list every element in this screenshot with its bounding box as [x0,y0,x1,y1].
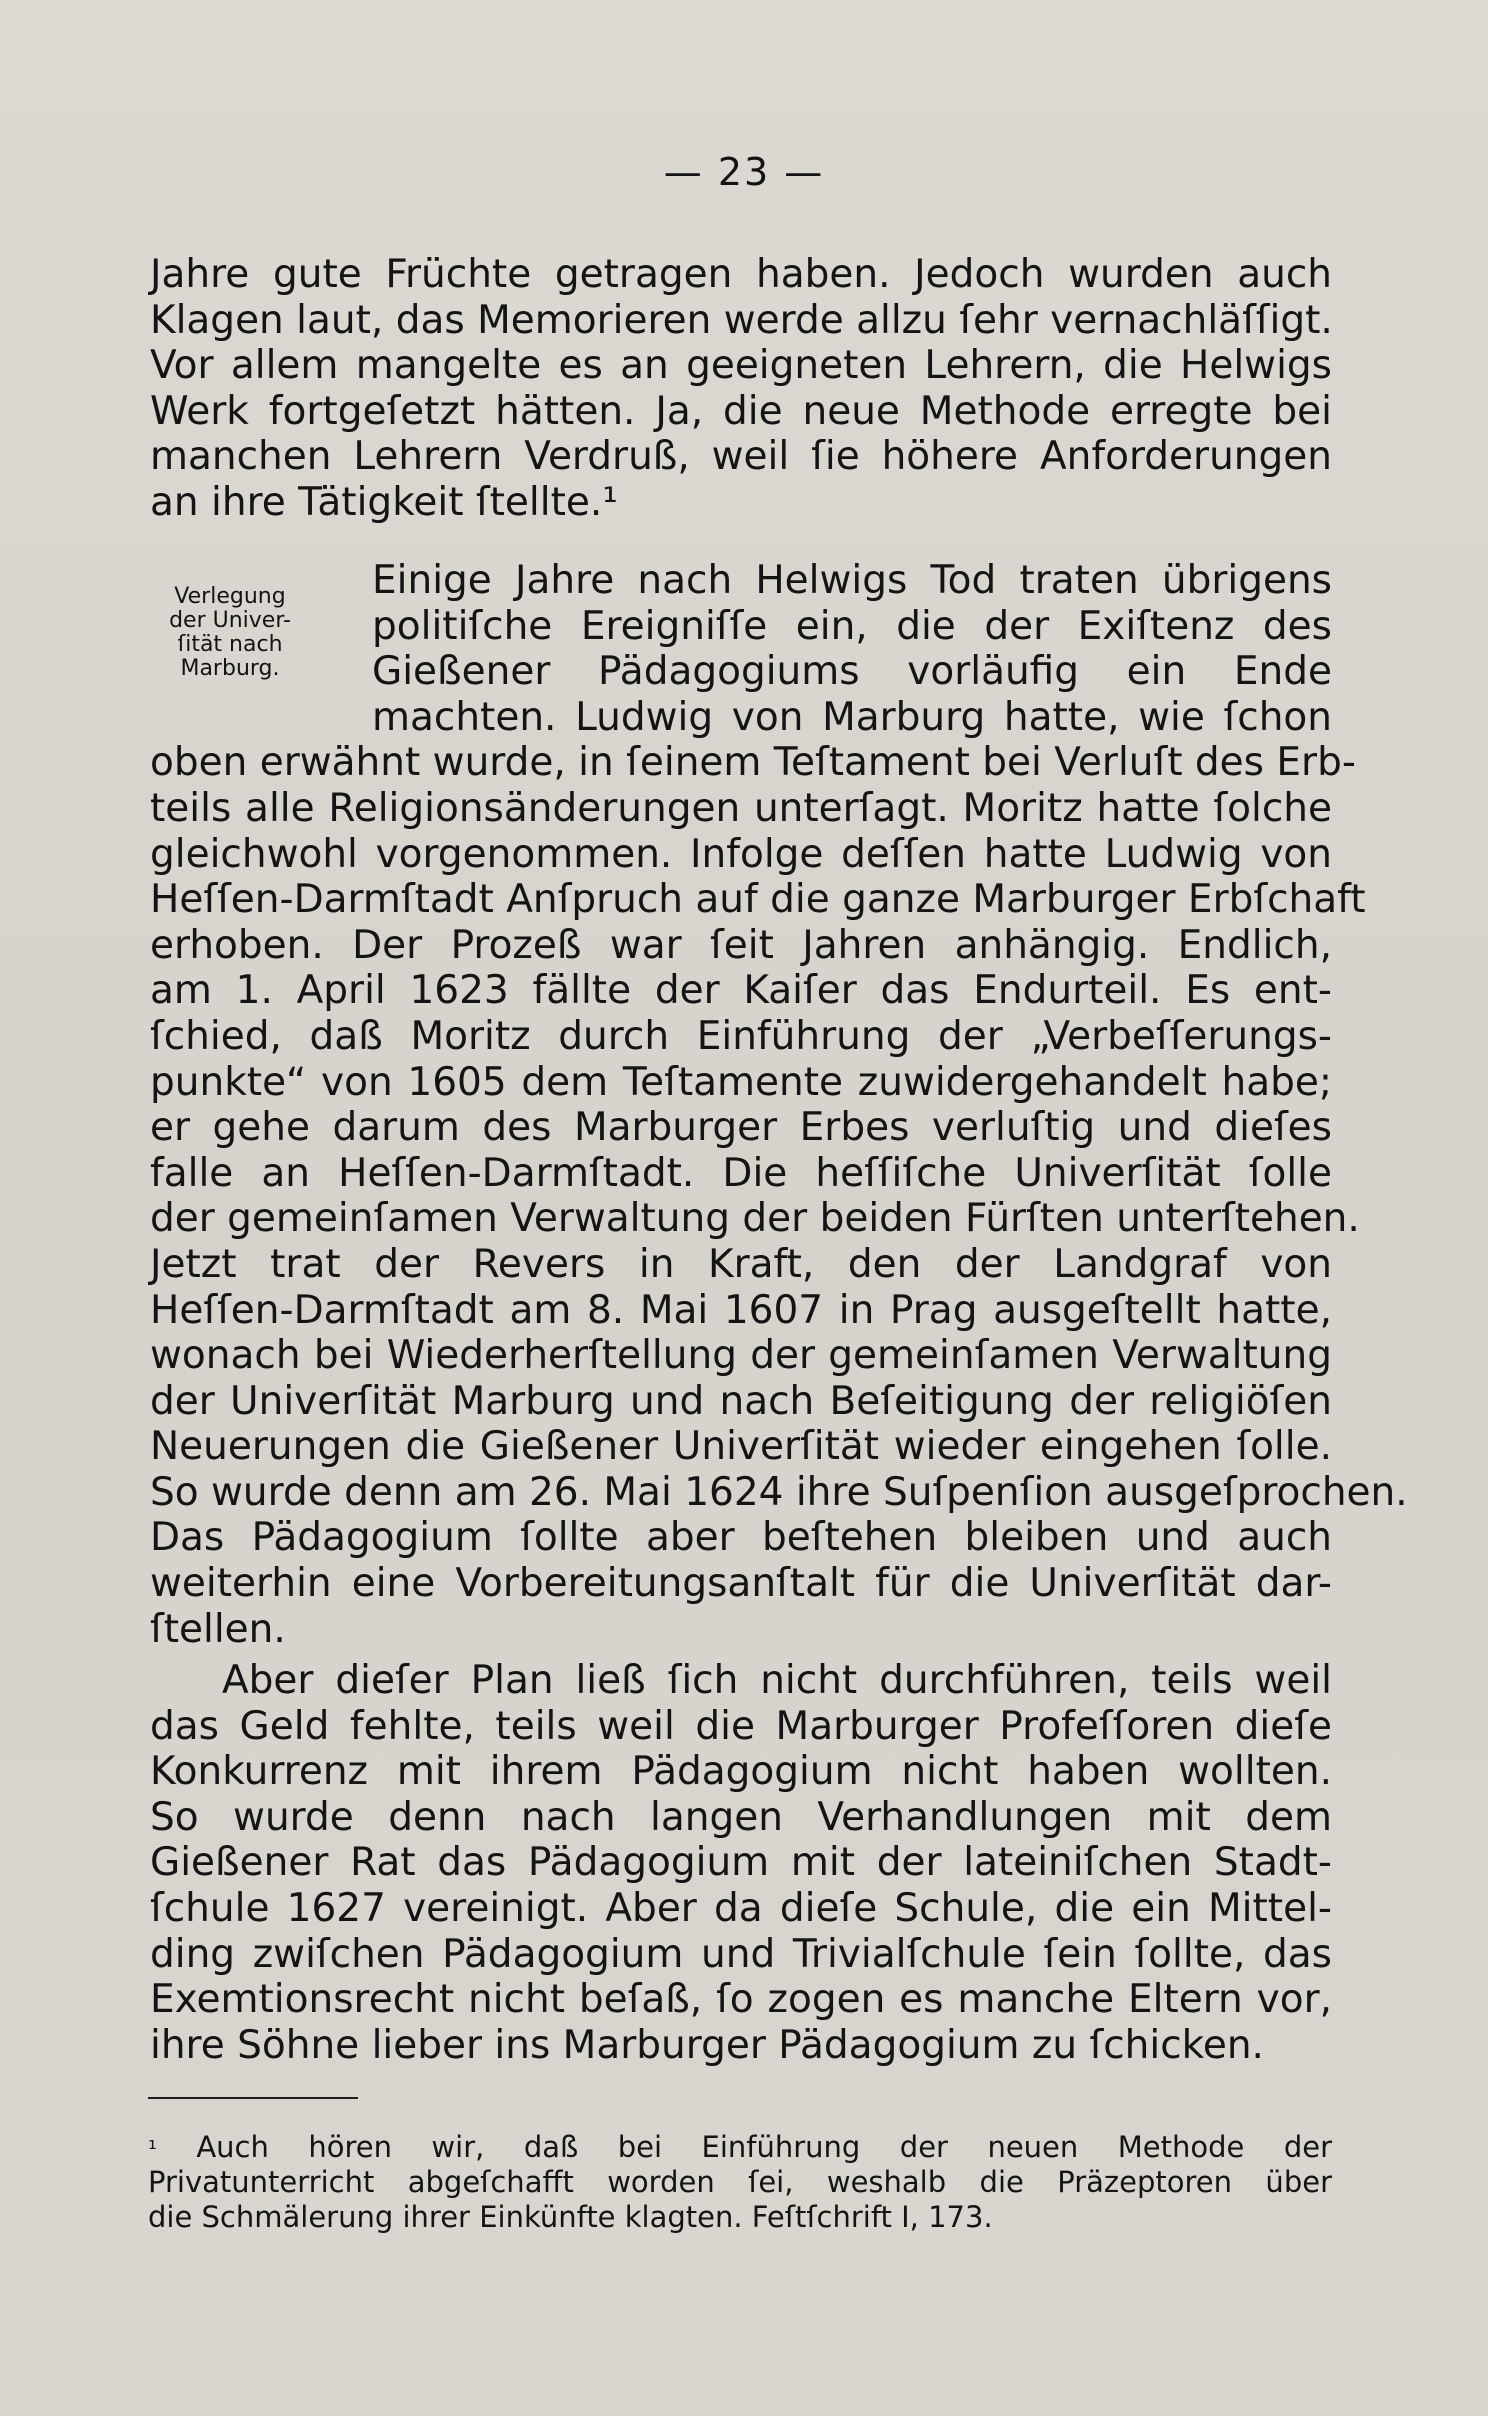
text-line: Einige Jahre nach Helwigs Tod traten übrigens [372,558,1332,603]
footnote-divider [148,2097,358,2099]
text-line: an ihre Tätigkeit ſtellte.¹ [150,479,618,525]
text-line: Konkurrenz mit ihrem Pädagogium nicht haben wollten. [150,1749,1332,1795]
text-line: So wurde denn am 26. Mai 1624 ihre Suſpenſion ausgeſprochen. [150,1469,1408,1515]
page-number: — 23 — [663,150,825,194]
text-line: teils alle Religionsänderungen unterſagt. Moritz hatte ſolche [150,785,1332,831]
text-line: Aber dieſer Plan ließ ſich nicht durchführen, teils weil [222,1658,1332,1703]
margin-note-line: Marburg. [180,656,280,681]
text-line: falle an Heſſen-Darmſtadt. Die heſſiſche Univerſität ſolle [150,1150,1332,1196]
paragraph-1 [150,252,1332,526]
margin-note-line: der Univer- [169,608,291,633]
footnote-text: Auch hören wir, daß bei Einführung der neuen Methode der [196,2130,1333,2164]
text-line: machten. Ludwig von Marburg hatte, wie ſchon [372,694,1332,740]
text-line: gleichwohl vorgenommen. Infolge deſſen hatte Ludwig von [150,831,1332,877]
text-line: Heſſen-Darmſtadt am 8. Mai 1607 in Prag ausgeſtellt hatte, [150,1287,1332,1333]
margin-note-line: ſität nach [177,632,283,657]
margin-note-line: Verlegung [174,584,286,609]
footnote-line: die Schmälerung ihrer Einkünfte klagten. Feſtſchrift I, 173. [148,2200,993,2234]
text-line: ihre Söhne lieber ins Marburger Pädagogium zu ſchicken. [150,2022,1264,2068]
text-line: Heſſen-Darmſtadt Anſpruch auf die ganze Marburger Erbſchaft [150,877,1366,923]
footnote-line: Privatunterricht abgeſchafft worden ſei, weshalb die Präzeptoren über [148,2165,1332,2199]
text-line: Gießener Rat das Pädagogium mit der lateiniſchen Stadt- [150,1840,1332,1886]
text-line: Vor allem mangelte es an geeigneten Lehrern, die Helwigs [150,343,1332,389]
text-line: Werk fortgeſetzt hätten. Ja, die neue Methode erregte bei [150,388,1332,434]
text-line: ding zwiſchen Pädagogium und Trivialſchule ſein ſollte, das [150,1931,1332,1977]
text-line: Jahre gute Früchte getragen haben. Jedoch wurden auch [150,252,1332,297]
text-line: das Geld fehlte, teils weil die Marburger Profeſſoren dieſe [150,1703,1332,1749]
text-line: Klagen laut, das Memorieren werde allzu ſehr vernachläſſigt. [150,297,1333,343]
text-line: politiſche Ereigniſſe ein, die der Exiſtenz des [372,603,1332,649]
text-line: punkte“ von 1605 dem Teſtamente zuwidergehandelt habe; [150,1059,1332,1105]
text-line: wonach bei Wiederherſtellung der gemeinſamen Verwaltung [150,1333,1332,1379]
text-line: am 1. April 1623 fällte der Kaiſer das Endurteil. Es ent- [150,968,1332,1014]
text-line: ſchule 1627 vereinigt. Aber da dieſe Schule, die ein Mittel- [150,1885,1332,1931]
text-line: Neuerungen die Gießener Univerſität wieder eingehen ſolle. [150,1424,1332,1470]
footnote [148,2130,1332,2235]
text-line: Das Pädagogium ſollte aber beſtehen bleiben und auch [150,1515,1332,1561]
footnote-line [148,2130,1332,2165]
text-line: ſchied, daß Moritz durch Einführung der „Verbeſſerungs- [150,1013,1332,1059]
text-line: oben erwähnt wurde, in ſeinem Teſtament bei Verluſt des Erb- [150,740,1356,786]
text-line: Jetzt trat der Revers in Kraft, den der Landgraf von [150,1241,1332,1287]
text-line: erhoben. Der Prozeß war ſeit Jahren anhängig. Endlich, [150,922,1332,968]
text-line: ſtellen. [150,1606,286,1652]
text-line: der Univerſität Marburg und nach Beſeitigung der religiöſen [150,1378,1332,1424]
footnote-marker: ¹ [148,2137,157,2162]
text-line: Exemtionsrecht nicht beſaß, ſo zogen es manche Eltern vor, [150,1977,1332,2023]
text-line: manchen Lehrern Verdruß, weil ſie höhere Anforderungen [150,434,1332,480]
paragraph-3 [150,1658,1332,2068]
text-line: weiterhin eine Vorbereitungsanſtalt für die Univerſität dar- [150,1561,1332,1607]
text-line: So wurde denn nach langen Verhandlungen mit dem [150,1794,1332,1840]
paragraph-2 [150,558,1408,1652]
text-line: er gehe darum des Marburger Erbes verluſtig und dieſes [150,1105,1332,1151]
text-line: Gießener Pädagogiums vorläufig ein Ende [372,649,1332,695]
text-line: der gemeinſamen Verwaltung der beiden Fürſten unterſtehen. [150,1196,1360,1242]
